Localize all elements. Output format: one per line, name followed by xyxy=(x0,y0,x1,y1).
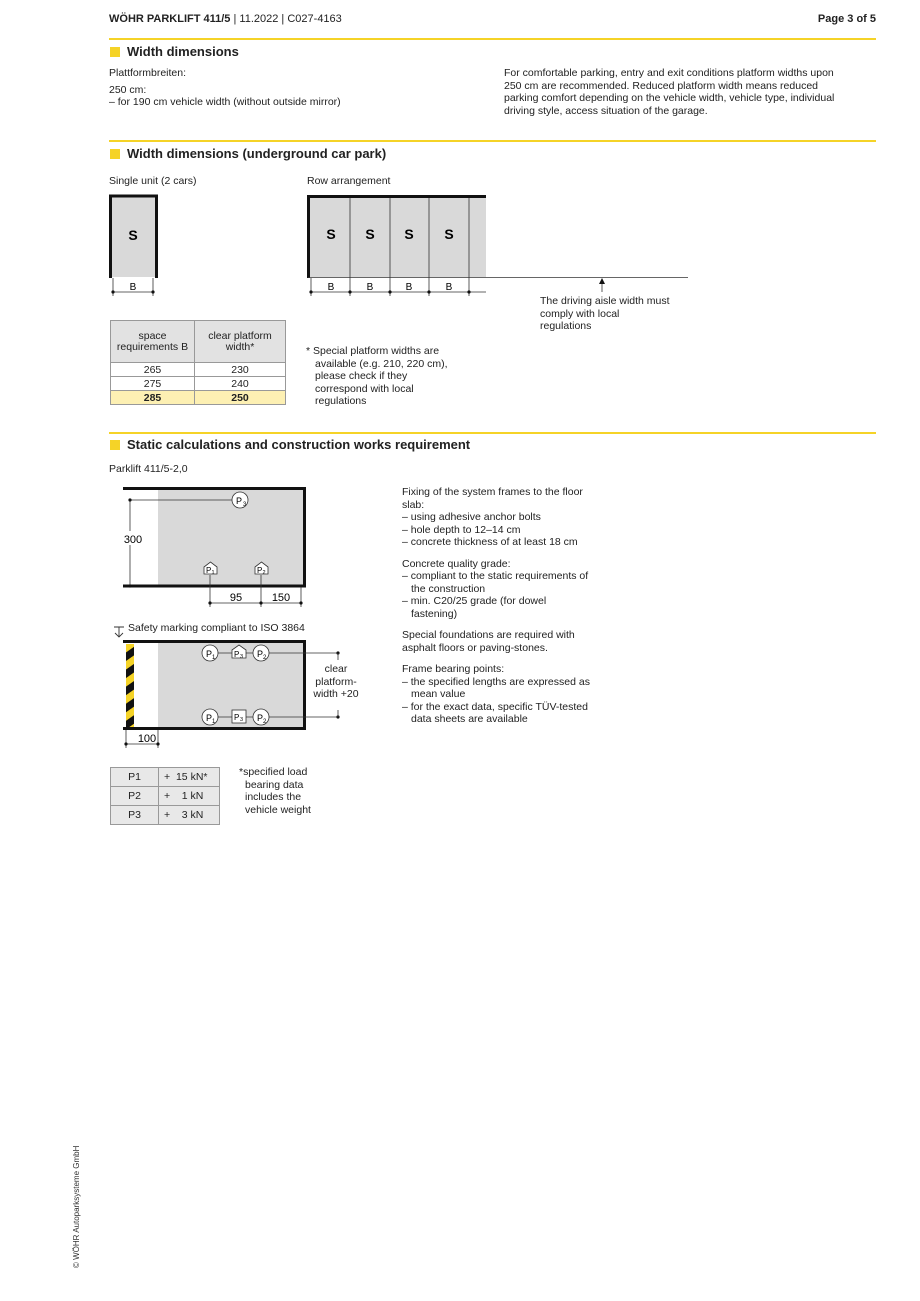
slot-label: S xyxy=(326,226,336,242)
product-name: WÖHR PARKLIFT 411/5 xyxy=(109,13,231,25)
svg-text:P: P xyxy=(236,496,243,506)
page-number: Page 3 of 5 xyxy=(817,13,876,25)
doc-code: C027-4163 xyxy=(287,13,342,25)
svg-text:P: P xyxy=(234,713,240,722)
foundation-note: Special foundations are required with asphalt floors or paving-stones. xyxy=(402,629,575,654)
bearing-item: – the specified lengths are expressed as mean value xyxy=(402,675,590,700)
clear-width-label: clear platform-width +20 xyxy=(313,663,359,700)
svg-text:1: 1 xyxy=(212,655,216,661)
width-table xyxy=(110,320,286,405)
svg-text:P: P xyxy=(257,649,264,659)
svg-text:P: P xyxy=(206,649,213,659)
aisle-note: The driving aisle width must comply with local regulations xyxy=(540,295,670,332)
svg-text:3: 3 xyxy=(243,502,247,508)
bullet-square-icon xyxy=(110,47,120,57)
section-title-static: Static calculations and construction works requirement xyxy=(110,437,470,452)
table-row: 265 230 xyxy=(111,363,286,377)
svg-text:P: P xyxy=(206,713,213,723)
svg-text:3: 3 xyxy=(240,717,244,723)
height-dimension: 300 xyxy=(123,534,143,546)
divider xyxy=(109,432,876,434)
dim-label: B xyxy=(129,282,137,293)
doc-date: 11.2022 xyxy=(239,13,279,25)
slot-label: S xyxy=(365,226,375,242)
fixing-item: – using adhesive anchor bolts xyxy=(402,511,541,523)
dim-label: B xyxy=(327,282,335,293)
dim-label: B xyxy=(366,282,374,293)
slot-label: S xyxy=(444,226,454,242)
bullet-square-icon xyxy=(110,149,120,159)
safety-stripe xyxy=(126,644,134,727)
table-row-highlight: 285 250 xyxy=(111,391,286,405)
svg-text:1: 1 xyxy=(212,719,216,725)
divider xyxy=(109,140,876,142)
single-unit-diagram xyxy=(105,190,165,300)
svg-text:P: P xyxy=(234,650,240,659)
safety-marking-label: Safety marking compliant to ISO 3864 xyxy=(128,622,305,634)
slot-label: S xyxy=(128,227,138,243)
distance-150: 150 xyxy=(271,592,291,604)
svg-text:P: P xyxy=(257,713,264,723)
table-row: P3 + 3 kN xyxy=(111,806,220,825)
table-row: 275 240 xyxy=(111,377,286,391)
concrete-item: – compliant to the static requirements of the construction xyxy=(402,570,589,595)
fixing-item: – concrete thickness of at least 18 cm xyxy=(402,536,578,548)
fixing-item: – hole depth to 12–14 cm xyxy=(402,523,521,536)
table-row: P2 + 1 kN xyxy=(111,787,220,806)
construction-notes xyxy=(402,486,592,726)
svg-text:3: 3 xyxy=(240,654,244,660)
slot-label: S xyxy=(404,226,414,242)
table-header-clear: clear platform width* xyxy=(195,321,286,363)
table-header-space: space requirements B xyxy=(111,321,195,363)
svg-text:1: 1 xyxy=(211,570,215,576)
comfort-text: For comfortable parking, entry and exit conditions platform widths upon 250 cm are recommended. Reduced platform width means reduced parking comfort depending on the vehicle width, vehicle type, individual driving style, access situation of the garage. xyxy=(504,67,835,117)
special-width-footnote: * Special platform widths are available (e.g. 210, 220 cm), please check if they correspond with local regulations xyxy=(306,345,448,407)
section-title-width: Width dimensions xyxy=(110,44,239,59)
copyright: © WÖHR Autoparksysteme GmbH xyxy=(72,1145,81,1268)
bearing-item: – for the exact data, specific TÜV-tested data sheets are available xyxy=(402,700,588,725)
svg-text:2: 2 xyxy=(262,570,266,576)
svg-text:P: P xyxy=(257,566,263,575)
header-info: WÖHR PARKLIFT 411/5 | 11.2022 | C027-4163 xyxy=(109,13,342,25)
svg-text:2: 2 xyxy=(263,655,267,661)
section-title-underground: Width dimensions (underground car park) xyxy=(110,146,386,161)
load-note: *specified load bearing data includes the vehicle weight xyxy=(239,766,311,816)
platform-width-value: 250 cm: xyxy=(109,84,147,96)
concrete-title: Concrete quality grade: xyxy=(402,557,511,570)
concrete-item: – min. C20/25 grade (for dowel fastening) xyxy=(402,595,547,620)
table-row: P1 + 15 kN* xyxy=(111,768,220,787)
arrow-down-icon xyxy=(112,623,126,639)
row-arrangement-diagram xyxy=(303,190,693,300)
platform-width-note: – for 190 cm vehicle width (without outside mirror) xyxy=(109,96,341,108)
divider xyxy=(109,38,876,40)
single-unit-label: Single unit (2 cars) xyxy=(109,175,197,187)
model-label: Parklift 411/5-2,0 xyxy=(109,463,188,475)
platform-widths-label: Plattformbreiten: xyxy=(109,67,187,79)
dim-label: B xyxy=(405,282,413,293)
distance-95: 95 xyxy=(229,592,243,604)
distance-100: 100 xyxy=(137,733,157,745)
dim-label: B xyxy=(445,282,453,293)
side-view-diagram xyxy=(110,483,310,608)
row-arrangement-label: Row arrangement xyxy=(307,175,391,187)
bearing-title: Frame bearing points: xyxy=(402,663,505,675)
fixing-title: Fixing of the system frames to the floor slab: xyxy=(402,486,583,511)
svg-text:2: 2 xyxy=(263,719,267,725)
bullet-square-icon xyxy=(110,440,120,450)
load-table xyxy=(110,767,220,825)
svg-text:P: P xyxy=(206,566,212,575)
